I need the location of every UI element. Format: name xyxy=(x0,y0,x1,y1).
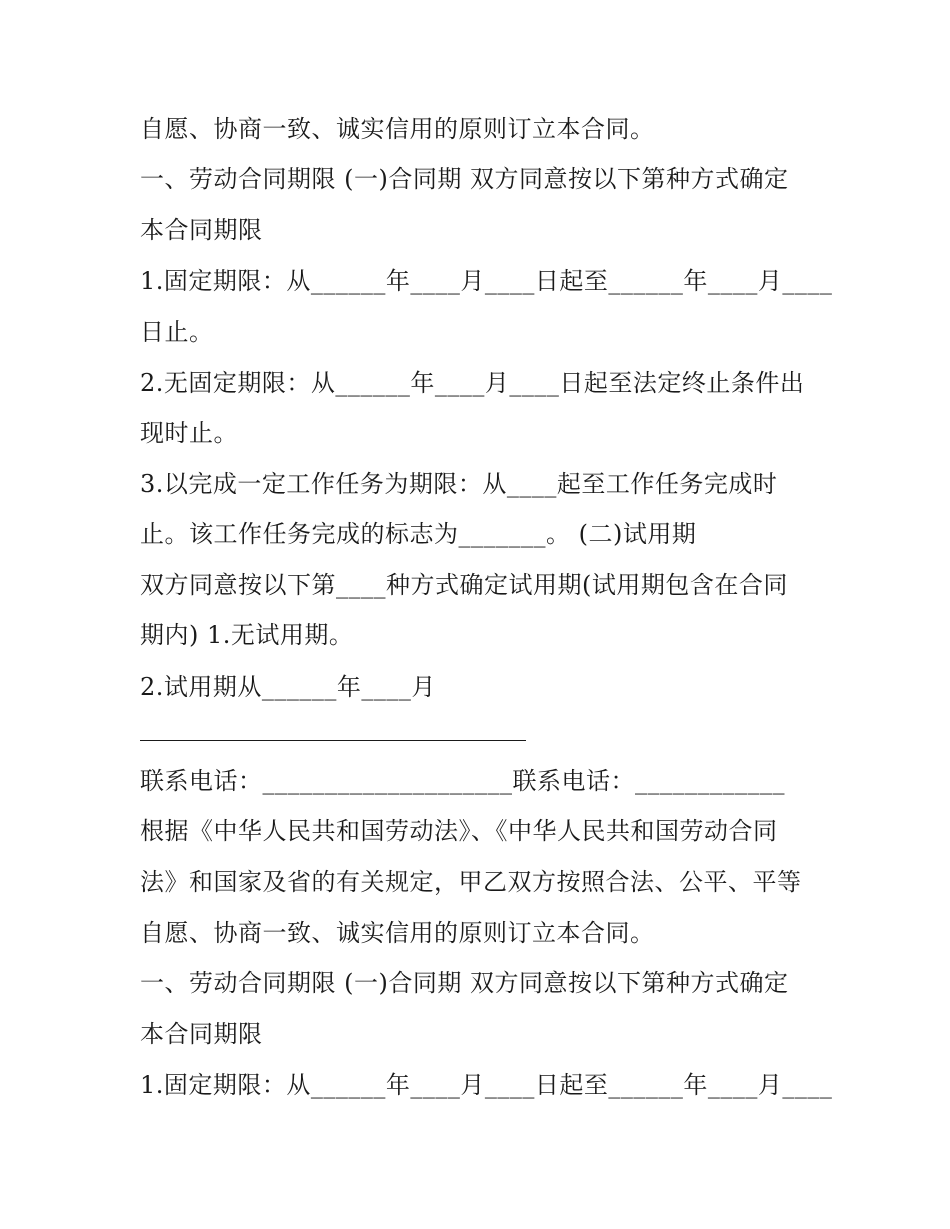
paragraph-line: 本合同期限 xyxy=(140,216,263,244)
paragraph-line: 3.以完成一定工作任务为期限：从____起至工作任务完成时 xyxy=(140,470,778,498)
paragraph-line: 现时止。 xyxy=(140,419,238,447)
paragraph-line: 本合同期限 xyxy=(140,1020,263,1048)
paragraph-line: 自愿、协商一致、诚实信用的原则订立本合同。 xyxy=(140,115,655,143)
paragraph-line: 一、劳动合同期限 (一)合同期 双方同意按以下第种方式确定 xyxy=(140,165,789,193)
paragraph-line: 法》和国家及省的有关规定，甲乙双方按照合法、公平、平等 xyxy=(140,868,802,896)
paragraph-line: 期内) 1.无试用期。 xyxy=(140,621,354,649)
paragraph-line: 日止。 xyxy=(140,318,214,346)
paragraph-line: 1.固定期限：从______年____月____日起至______年____月____ xyxy=(140,267,833,295)
contact-line: 联系电话：____________________联系电话：____________ xyxy=(140,767,785,795)
signature-rule xyxy=(140,740,526,741)
paragraph-line: 2.无固定期限：从______年____月____日起至法定终止条件出 xyxy=(140,369,805,397)
paragraph-line: 一、劳动合同期限 (一)合同期 双方同意按以下第种方式确定 xyxy=(140,969,789,997)
paragraph-line: 1.固定期限：从______年____月____日起至______年____月____ xyxy=(140,1071,833,1099)
paragraph-line: 根据《中华人民共和国劳动法》、《中华人民共和国劳动合同 xyxy=(140,817,778,845)
paragraph-line: 止。该工作任务完成的标志为_______。 (二)试用期 xyxy=(140,520,697,548)
paragraph-line: 双方同意按以下第____种方式确定试用期(试用期包含在合同 xyxy=(140,571,788,599)
paragraph-line: 自愿、协商一致、诚实信用的原则订立本合同。 xyxy=(140,919,655,947)
paragraph-line: 2.试用期从______年____月 xyxy=(140,673,436,701)
